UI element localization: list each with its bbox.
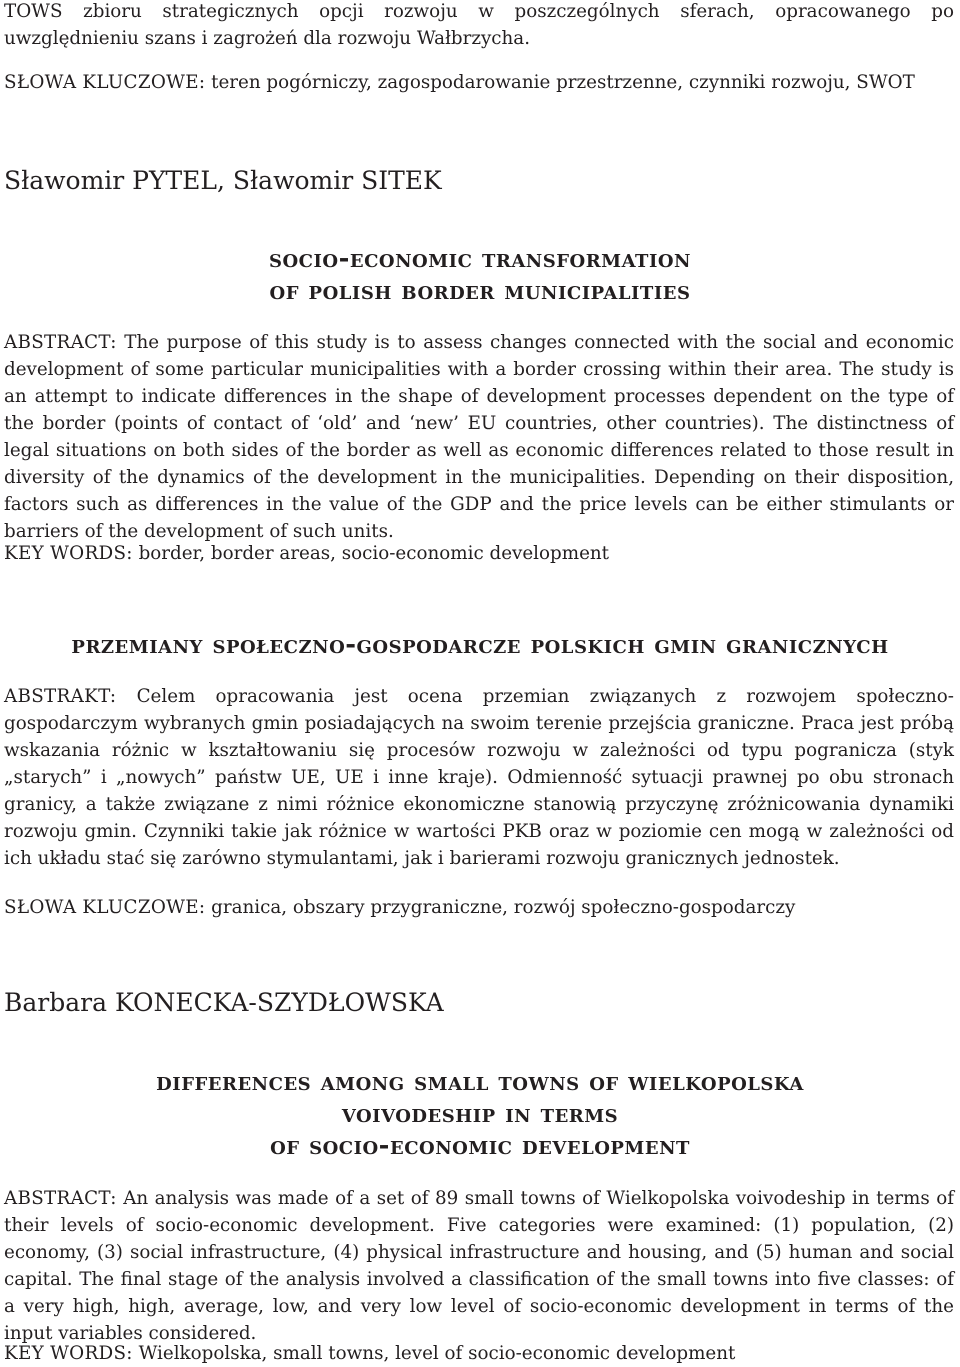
keywords-label: KEY WORDS: <box>4 543 133 564</box>
keywords-text: Wielkopolska, small towns, level of socio-economic development <box>132 1343 736 1364</box>
article2-keywords <box>4 1340 954 1367</box>
article2-authors: Barbara KONECKA-SZYDŁOWSKA <box>4 988 444 1017</box>
keywords-text: border, border areas, socio-economic development <box>132 543 610 564</box>
abstract-text: An analysis was made of a set of 89 small towns of Wielkopolska voivodeship in terms of their levels of socio-economic development. Five categories were examined: (1) population, (2) economy, (3) social infrastructure, (4) physical infrastructure and housing, and (5) human and social capital. The final stage of the analysis involved a classification of the small towns into five classes: of a very high, high, average, low, and very low level of socio-economic development in terms of the input variables considered. <box>4 1188 954 1344</box>
keywords-label: KEY WORDS: <box>4 1343 133 1364</box>
abstrakt-text: Celem opracowania jest ocena przemian związanych z rozwojem społeczno-gospodarczym wybranych gmin posiadających na swoim terenie przejścia graniczne. Praca jest próbą wskazania różnic w kształtowaniu się procesów rozwoju w zależności od typu pogranicza (styk „starych” i „nowych” państw UE, UE i inne kraje). Odmienność sytuacji prawnej po obu stronach granicy, a także związane z nimi różnice ekonomiczne stanowią przyczynę zróżnicowania dynamiki rozwoju gmin. Czynniki takie jak różnice w wartości PKB oraz w poziomie cen mogą w zależności od ich układu stać się zarówno stymulantami, jak i barierami rozwoju granicznych jednostek. <box>4 686 954 869</box>
article2-title-line1: differences among small towns of wielkopolska <box>156 1067 804 1097</box>
article2-abstract <box>4 1185 954 1347</box>
abstract-text: The purpose of this study is to assess changes connected with the social and economic development of some particular municipalities with a border crossing within their area. The study is an attempt to indicate differences in the shape of development processes dependent on the type of the border (points of contact of ‘old’ and ‘new’ EU countries, other countries). The distinctness of legal situations on both sides of the border as well as economic differences related to those result in diversity of the dynamics of the development in the municipalities. Depending on their disposition, factors such as differences in the value of the GDP and the price levels can be either stimulants or barriers of the development of such units. <box>4 332 954 542</box>
article1-authors: Sławomir PYTEL, Sławomir SITEK <box>4 166 442 195</box>
abstract-label: ABSTRACT: <box>4 332 117 353</box>
abstrakt-label: ABSTRAKT: <box>4 686 117 707</box>
polish-title-line: przemiany społeczno-gospodarcze polskich gmin granicznych <box>71 630 889 660</box>
article1-polish-title <box>0 629 960 661</box>
keywords-text: teren pogórniczy, zagospodarowanie przestrzenne, czynniki rozwoju, SWOT <box>205 72 915 93</box>
keywords-label: SŁOWA KLUCZOWE: <box>4 72 206 93</box>
article1-abstract <box>4 329 954 545</box>
keywords-text: granica, obszary przygraniczne, rozwój społeczno-gospodarczy <box>205 897 796 918</box>
article1-polish-abstract <box>4 683 954 872</box>
article1-polish-keywords <box>4 894 954 921</box>
article1-title-line2: of polish border municipalities <box>269 276 691 306</box>
abstract-label: ABSTRACT: <box>4 1188 117 1209</box>
article1-keywords <box>4 540 954 567</box>
previous-abstract-tail: TOWS zbioru strategicznych opcji rozwoju w poszczególnych sferach, opracowanego po uwzględnieniu szans i zagrożeń dla rozwoju Wałbrzycha. <box>4 1 954 49</box>
article1-title-line1: socio-economic transformation <box>268 244 692 274</box>
article1-title <box>0 243 960 307</box>
article2-title <box>0 1066 960 1162</box>
article2-title-line2: voivodeship in terms <box>341 1099 619 1129</box>
article2-title-line3: of socio-economic development <box>270 1131 690 1161</box>
keywords-label: SŁOWA KLUCZOWE: <box>4 897 206 918</box>
previous-keywords <box>4 69 954 96</box>
